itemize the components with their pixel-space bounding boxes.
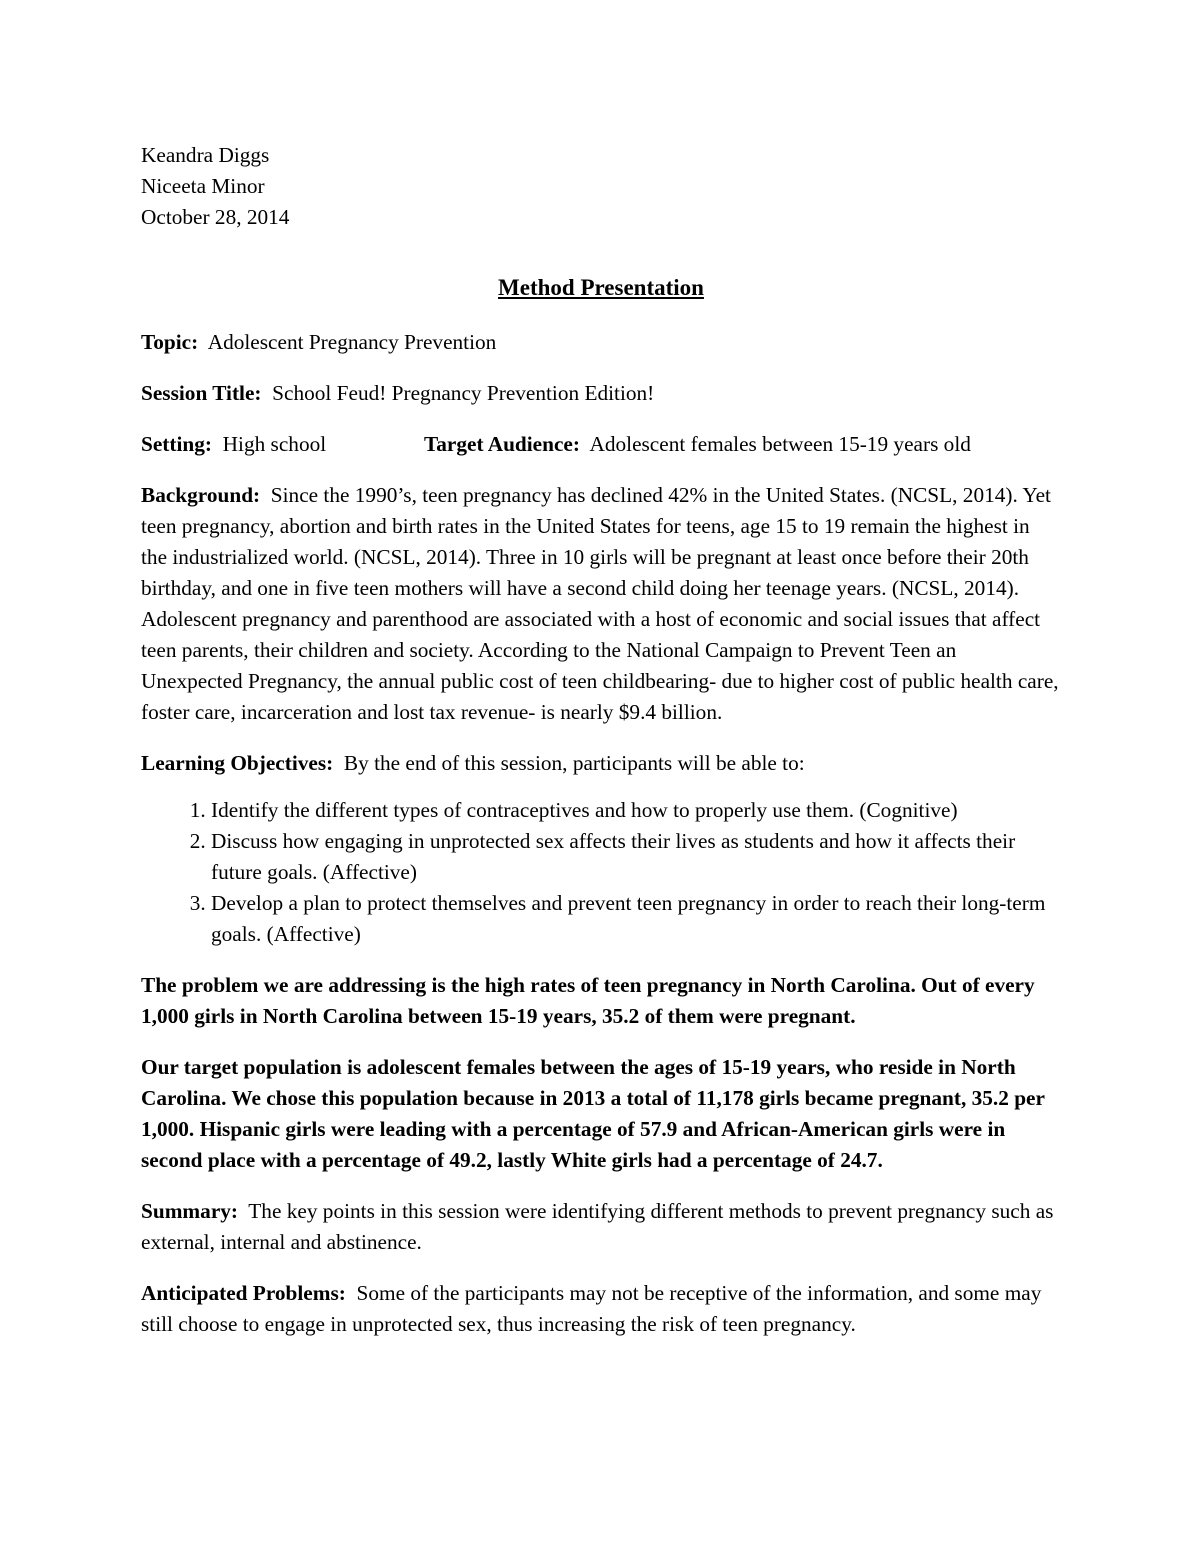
summary-paragraph (141, 1196, 1061, 1258)
learning-objectives-intro: By the end of this session, participants will be able to: (343, 751, 805, 775)
anticipated-problems-text: Some of the participants may not be receptive of the information, and some may still choose to engage in unprotected sex, thus increasing the risk of teen pregnancy. (141, 1281, 1042, 1336)
list-item: 1. Identify the different types of contraceptives and how to properly use them. (Cognitive) (211, 795, 1061, 826)
list-item: 3. Develop a plan to protect themselves and prevent teen pregnancy in order to reach their long-term goals. (Affective) (211, 888, 1061, 950)
document-page (141, 140, 1061, 1340)
anticipated-problems-paragraph (141, 1278, 1061, 1340)
document-title: Method Presentation (498, 275, 704, 300)
target-audience-value: Adolescent females between 15-19 years old (589, 432, 971, 456)
session-title-value: School Feud! Pregnancy Prevention Edition! (272, 381, 655, 405)
background-label: Background: (141, 483, 261, 507)
learning-objectives-label: Learning Objectives: (141, 751, 334, 775)
learning-objectives-line (141, 748, 1061, 779)
topic-value: Adolescent Pregnancy Prevention (207, 330, 497, 354)
author-name: Niceeta Minor (141, 174, 265, 198)
setting-label: Setting: (141, 432, 212, 456)
background-text: Since the 1990’s, teen pregnancy has declined 42% in the United States. (NCSL, 2014). Yet teen pregnancy, abortion and birth rates in the United States for teens, age 15 to 19 remain the highest in the industrialized world. (NCSL, 2014). Three in 10 girls will be pregnant at least once before their 20th birthday, and one in five teen mothers will have a second child doing her teenage years. (NCSL, 2014). Adolescent pregnancy and parenthood are associated with a host of economic and social issues that affect teen parents, their children and society. According to the National Campaign to Prevent Teen an Unexpected Pregnancy, the annual public cost of teen childbearing- due to higher cost of public health care, foster care, incarceration and lost tax revenue- is nearly $9.4 billion. (141, 483, 1059, 724)
anticipated-problems-label: Anticipated Problems: (141, 1281, 346, 1305)
setting-value: High school (222, 432, 327, 456)
target-audience-field (424, 429, 971, 460)
author-name: Keandra Diggs (141, 143, 270, 167)
target-audience-label: Target Audience: (424, 432, 580, 456)
session-title-label: Session Title: (141, 381, 262, 405)
document-date: October 28, 2014 (141, 205, 290, 229)
topic-line (141, 327, 1061, 358)
session-title-line (141, 378, 1061, 409)
summary-text: The key points in this session were identifying different methods to prevent pregnancy such as external, internal and abstinence. (141, 1199, 1054, 1254)
setting-audience-line (141, 429, 1061, 460)
summary-label: Summary: (141, 1199, 239, 1223)
topic-label: Topic: (141, 330, 199, 354)
problem-statement: The problem we are addressing is the high rates of teen pregnancy in North Carolina. Out of every 1,000 girls in North Carolina between 15-19 years, 35.2 of them were pregnant. (141, 973, 1035, 1028)
list-item: 2. Discuss how engaging in unprotected sex affects their lives as students and how it affects their future goals. (Affective) (211, 826, 1061, 888)
setting-field (141, 429, 424, 460)
target-population-paragraph: Our target population is adolescent females between the ages of 15-19 years, who reside in North Carolina. We chose this population because in 2013 a total of 11,178 girls became pregnant, 35.2 per 1,000. Hispanic girls were leading with a percentage of 57.9 and African-American girls were in second place with a percentage of 49.2, lastly White girls had a percentage of 24.7. (141, 1055, 1045, 1172)
objectives-list (141, 795, 1061, 950)
background-paragraph (141, 480, 1061, 728)
